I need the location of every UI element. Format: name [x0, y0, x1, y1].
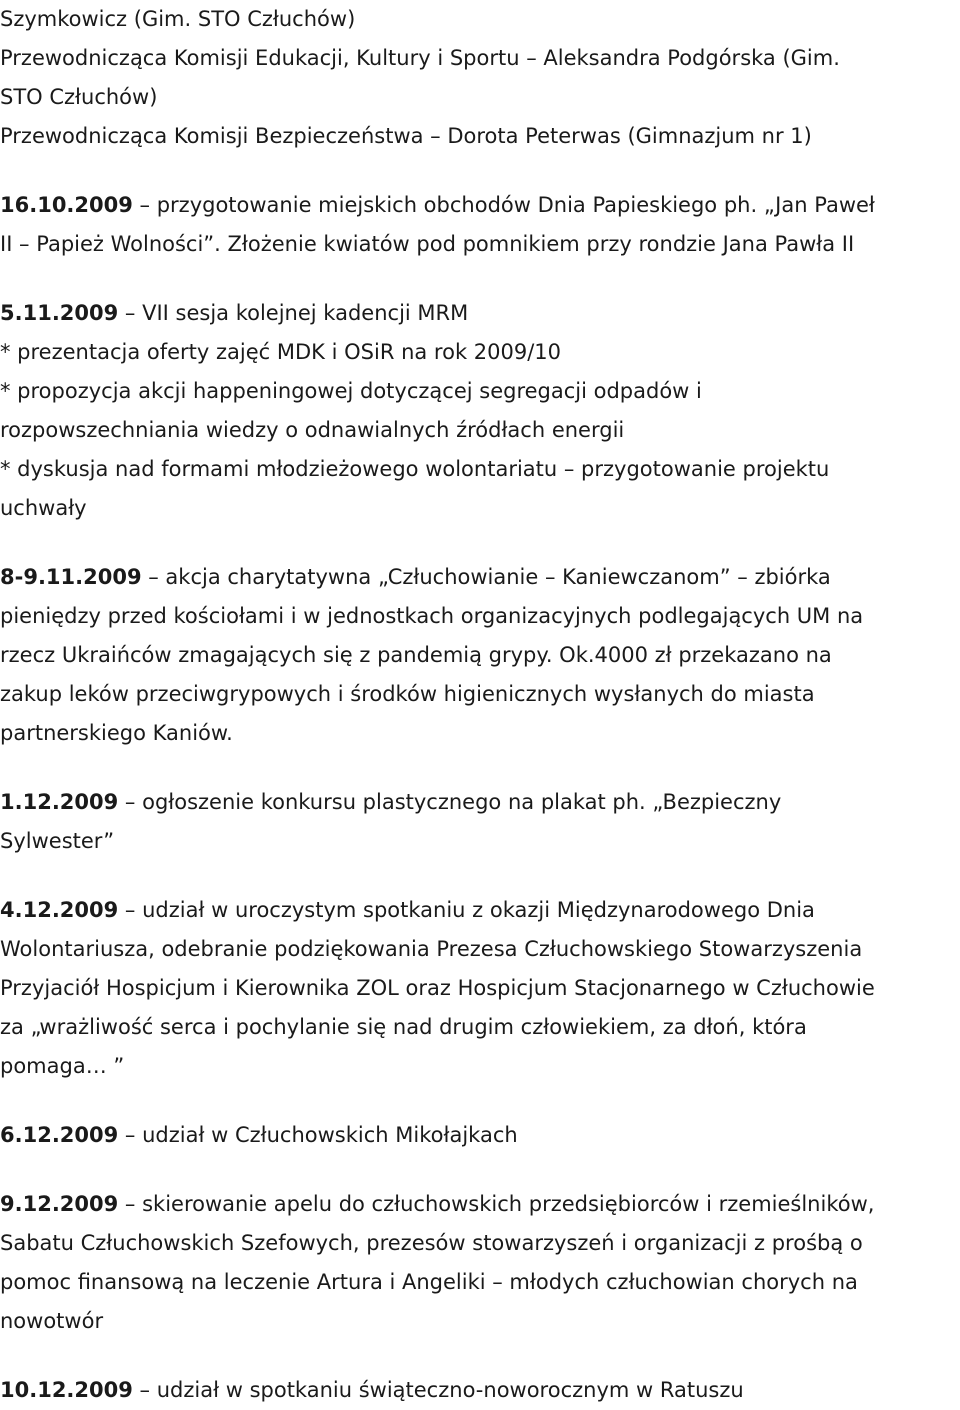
entry-text: – VII sesja kolejnej kadencji MRM [118, 301, 469, 325]
entry-text: Sabatu Człuchowskich Szefowych, prezesów stowarzyszeń i organizacji z prośbą o [0, 1231, 863, 1255]
entry-text: II – Papież Wolności”. Złożenie kwiatów pod pomnikiem przy rondzie Jana Pawła II [0, 232, 855, 256]
entry-date: 9.12.2009 [0, 1192, 119, 1216]
entry-9-12-2009 [0, 1185, 960, 1341]
entry-text: – przygotowanie miejskich obchodów Dnia Papieskiego ph. „Jan Paweł [132, 193, 875, 217]
entry-date: 8-9.11.2009 [0, 565, 142, 589]
entry-text: za „wrażliwość serca i pochylanie się nad drugim człowiekiem, za dłoń, która [0, 1015, 807, 1039]
entry-text: Wolontariusza, odebranie podziękowania Prezesa Człuchowskiego Stowarzyszenia [0, 937, 863, 961]
entry-date: 1.12.2009 [0, 790, 119, 814]
entry-text: – ogłoszenie konkursu plastycznego na plakat ph. „Bezpieczny [118, 790, 782, 814]
committee-members-block [0, 0, 960, 156]
entry-text: * prezentacja oferty zajęć MDK i OSiR na rok 2009/10 [0, 340, 562, 364]
entry-text: – udział w uroczystym spotkaniu z okazji Międzynarodowego Dnia [118, 898, 815, 922]
entry-text: Przyjaciół Hospicjum i Kierownika ZOL oraz Hospicjum Stacjonarnego w Człuchowie [0, 976, 875, 1000]
entry-text: – udział w Człuchowskich Mikołajkach [118, 1123, 518, 1147]
entry-text: pomaga… ” [0, 1054, 125, 1078]
entry-4-12-2009 [0, 891, 960, 1086]
entry-5-11-2009 [0, 294, 960, 528]
entry-text: Sylwester” [0, 829, 115, 853]
entry-text: uchwały [0, 496, 87, 520]
entry-text: rzecz Ukraińców zmagających się z pandemią grypy. Ok.4000 zł przekazano na [0, 643, 832, 667]
entry-10-12-2009 [0, 1371, 960, 1410]
entry-date: 16.10.2009 [0, 193, 133, 217]
text-line: Szymkowicz (Gim. STO Człuchów) [0, 7, 356, 31]
entry-date: 4.12.2009 [0, 898, 119, 922]
entry-date: 5.11.2009 [0, 301, 119, 325]
entry-date: 10.12.2009 [0, 1378, 133, 1402]
entry-date: 6.12.2009 [0, 1123, 119, 1147]
entry-text: * propozycja akcji happeningowej dotyczącej segregacji odpadów i [0, 379, 702, 403]
entry-text: pieniędzy przed kościołami i w jednostkach organizacyjnych podlegających UM na [0, 604, 864, 628]
text-line: STO Człuchów) [0, 85, 158, 109]
text-line: Przewodnicząca Komisji Edukacji, Kultury i Sportu – Aleksandra Podgórska (Gim. [0, 46, 840, 70]
entry-text: – akcja charytatywna „Człuchowianie – Kaniewczanom” – zbiórka [141, 565, 831, 589]
entry-text: rozpowszechniania wiedzy o odnawialnych źródłach energii [0, 418, 625, 442]
entry-1-12-2009 [0, 783, 960, 861]
entry-text: nowotwór [0, 1309, 104, 1333]
entry-8-9-11-2009 [0, 558, 960, 753]
entry-text: partnerskiego Kaniów. [0, 721, 233, 745]
entry-16-10-2009 [0, 186, 960, 264]
entry-6-12-2009 [0, 1116, 960, 1155]
entry-text: pomoc finansową na leczenie Artura i Angeliki – młodych człuchowian chorych na [0, 1270, 858, 1294]
entry-text: – udział w spotkaniu świąteczno-noworocznym w Ratuszu [132, 1378, 744, 1402]
text-line: Przewodnicząca Komisji Bezpieczeństwa – Dorota Peterwas (Gimnazjum nr 1) [0, 124, 812, 148]
entry-text: * dyskusja nad formami młodzieżowego wolontariatu – przygotowanie projektu [0, 457, 830, 481]
entry-text: – skierowanie apelu do człuchowskich przedsiębiorców i rzemieślników, [118, 1192, 875, 1216]
entry-text: zakup leków przeciwgrypowych i środków higienicznych wysłanych do miasta [0, 682, 815, 706]
